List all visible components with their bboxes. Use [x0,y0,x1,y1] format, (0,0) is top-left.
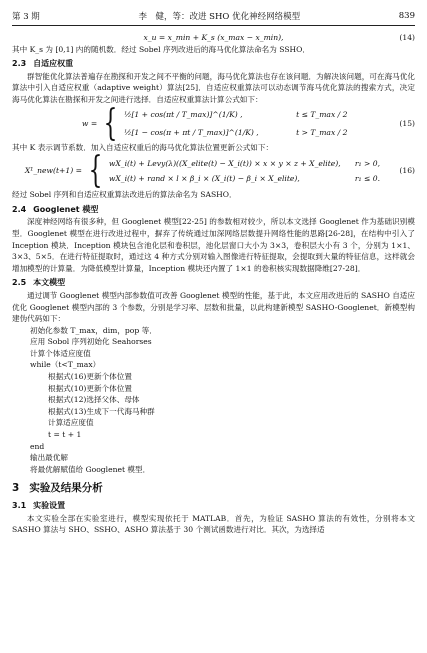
equation-15-case-1-expr: ½[1 + cos(πt / T_max)]^(1/K) , [124,109,243,119]
section-title: 实验及结果分析 [29,482,103,495]
equation-16 [12,150,415,192]
paragraph-adaptive-weight: 群智能优化算法普遍存在勘探和开发之间不平衡的问题，海马优化算法也存在该问题．为解决该问题，可在海马优化算法中引入自适应权重（adaptive weight）算法[25]．自适应权重算法可以动态调节海马优化算法的搜索方式，决定海马优化算法在勘探和开发之间进行选择．自适应权重算法计算公式如下： [12,71,415,104]
pseudocode-line: 计算个体适应度值 [30,348,91,358]
equation-15-case-1 [124,109,386,121]
pseudocode-block [30,325,415,476]
pseudocode-line: t = t + 1 [48,430,82,440]
pseudocode-line: 根据式(12)选择父体、母体 [48,395,140,405]
paragraph-googlenet: 深度神经网络有很多种，但 Googlenet 模型[22-25] 的参数相对较少，所以本文选择 Googlenet 作为基础识别模型．Googlenet 模型在进行改进过程中，摒弃了传统通过加深网络层数提升网络性能的思路[26-28]，在结构中引入了 Inception 模块．Inception 模块包含池化层和卷积层，池化层窗口大小为 3×3，卷积层大小有 3 个，分别为 1×1、3×3、5×5．在进行特征提取时，通过这 4 种方式分别对输入图像进行特征提取，会提取到大量的特征信息，这样就会增加模型的计算量．为降低模型计算量，Inception 模块还内置了 1×1 的卷积核实现数据降维[27-28]． [12,217,415,273]
equation-15-number: (15) [399,118,415,128]
pseudocode-line: 初始化参数 T_max，dim，pop 等． [30,325,157,335]
section-title: Googlenet 模型 [33,204,99,214]
equation-16-cases [109,158,385,184]
paragraph-experiment: 本文实验全部在实验室进行，模型实现依托于 MATLAB．首先，为验证 SASHO 算法的有效性，分别将本文 SASHO 算法与 SHO、SSHO、ASHO 算法基于 30 个测试函数进行对比．其次，为选择适 [12,513,415,535]
section-title: 自适应权重 [33,59,74,69]
equation-15-case-1-cond: t ≤ T_max / 2 [296,109,348,119]
pseudocode-line: 将最优解赋值给 Googlenet 模型． [30,464,151,474]
pseudocode-line: 计算适应度值 [48,418,94,428]
header-rule [12,25,415,26]
equation-15-case-2-expr: ½[1 − cos(π + πt / T_max)]^(1/K) , [124,127,259,137]
equation-16-case-2 [109,173,385,185]
section-number: 2.3 [12,59,27,69]
pseudocode-line: while（t<T_max） [30,360,101,370]
section-2-3-heading [12,58,415,70]
section-title: 实验设置 [33,501,66,510]
equation-14-body: x_u = x_min + K_s (x_max − x_min), [143,33,284,42]
brace-icon: { [103,102,118,144]
equation-15 [12,102,415,144]
equation-14 [12,32,415,44]
section-number: 2.4 [12,204,27,214]
paragraph-eq14-note: 其中 K_s 为 [0,1] 内的随机数．经过 Sobel 序列改进后的海马优化算法命名为 SSHO． [12,44,310,54]
equation-15-case-2-cond: t > T_max / 2 [296,127,348,137]
equation-14-number: (14) [399,33,415,42]
equation-16-lhs: X¹_new(t+1) = [24,166,82,176]
pseudocode-line: 根据式(16)更新个体位置 [48,372,132,382]
running-title: 李 健，等：改进 SHO 优化神经网络模型 [138,12,301,22]
equation-16-case-2-cond: r₁ ≤ 0. [354,173,381,183]
equation-16-case-1 [109,158,385,170]
equation-15-case-2 [124,127,386,139]
section-number: 2.5 [12,278,27,288]
section-2-4-heading [12,204,415,216]
brace-icon: { [88,150,103,192]
equation-16-case-1-expr: wX_i(t) + Levy(λ)((X_elite(t) − X_i(t)) × x × y × z + X_elite), [108,159,341,169]
article-body [12,32,415,536]
equation-15-cases [124,109,386,138]
equation-16-case-2-expr: wX_i(t) + rand × l × β_i × (X_i(t) − β_i × X_elite), [108,173,300,183]
equation-16-number: (16) [399,166,415,176]
equation-16-case-1-cond: r₁ > 0, [354,159,381,169]
section-number: 3 [12,482,20,495]
equation-15-lhs: w = [81,118,98,128]
page-header [12,10,415,22]
section-number: 3.1 [12,501,27,510]
section-3-1-heading [12,500,415,512]
pseudocode-line: 应用 Sobol 序列初始化 Seahorses [30,337,152,347]
issue-label: 第 3 期 [12,12,40,22]
pseudocode-line: 根据式(13)生成下一代海马种群 [48,406,155,416]
paragraph-eq16-note: 经过 Sobel 序列和自适应权重算法改进后的算法命名为 SASHO． [12,190,237,200]
pseudocode-line: 根据式(10)更新个体位置 [48,383,132,393]
paragraph-eq15-note: 其中 K 表示调节系数．加入自适应权重后的海马优化算法位置更新公式如下： [12,142,274,152]
page-number: 839 [398,11,415,21]
pseudocode-line: end [30,441,45,451]
paragraph-model: 通过调节 Googlenet 模型内部参数值可改善 Googlenet 模型的性能，基于此，本文应用改进后的 SASHO 自适应优化 Googlenet 模型内部的 3 个参数，分别是学习率、层数和批量，以此构建新模型 SASHO-Googlenet．新模型构建伪代码如下： [12,290,415,324]
section-title: 本文模型 [33,278,66,288]
section-2-5-heading [12,277,415,289]
pseudocode-line: 输出最优解 [30,453,68,463]
section-3-heading [12,483,415,495]
